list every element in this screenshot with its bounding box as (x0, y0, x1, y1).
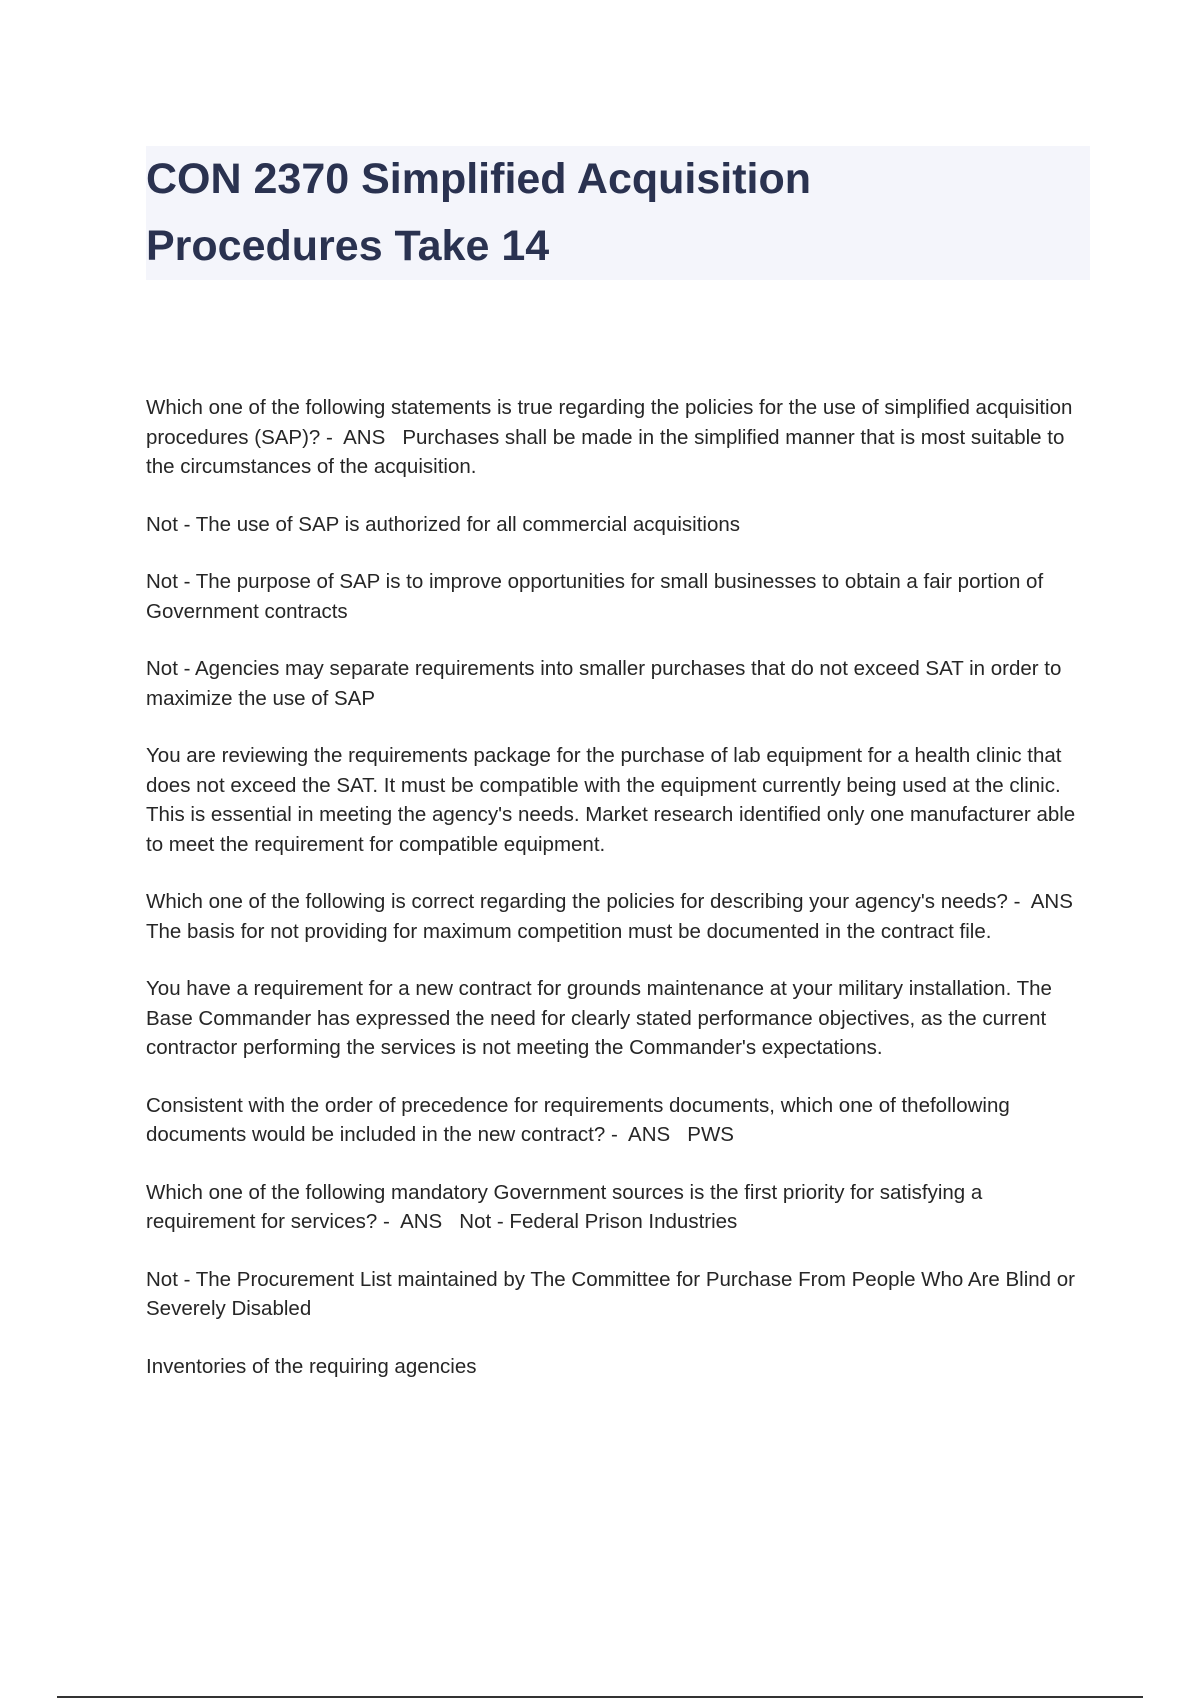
paragraph-4: Not - Agencies may separate requirements into smaller purchases that do not exceed SAT in order to maximize the use of SAP (146, 657, 1068, 710)
title-line-1: CON 2370 Simplified Acquisition (146, 155, 812, 203)
title-banner (146, 146, 1090, 280)
document-title (146, 146, 1090, 280)
paragraph-6: Which one of the following is correct regarding the policies for describing your agency's needs? - ANS The basis for not providing for maximum competition must be documented in the contract file. (146, 890, 1090, 943)
paragraph-3: Not - The purpose of SAP is to improve opportunities for small businesses to obtain a fair portion of Government contracts (146, 570, 1049, 623)
paragraph-2: Not - The use of SAP is authorized for all commercial acquisitions (146, 512, 741, 536)
title-line-2: Procedures Take 14 (146, 222, 550, 270)
paragraph-8: Consistent with the order of precedence for requirements documents, which one of thefollowing documents would be included in the new contract? - ANS PWS (146, 1093, 1016, 1146)
page-divider (57, 1696, 1143, 1698)
document-body (146, 393, 1092, 1409)
paragraph-7: You have a requirement for a new contract for grounds maintenance at your military installation. The Base Commander has expressed the need for clearly stated performance objectives, as the current contractor performing the services is not meeting the Commander's expectations. (146, 977, 1058, 1059)
paragraph-1: Which one of the following statements is true regarding the policies for the use of simplified acquisition procedures (SAP)? - ANS Purchases shall be made in the simplified manner that is most suitable to the circumstances of the acquisition. (146, 396, 1079, 478)
paragraph-10: Not - The Procurement List maintained by The Committee for Purchase From People Who Are Blind or Severely Disabled (146, 1267, 1081, 1320)
paragraph-9: Which one of the following mandatory Government sources is the first priority for satisfying a requirement for services? - ANS Not - Federal Prison Industries (146, 1180, 989, 1233)
paragraph-11: Inventories of the requiring agencies (146, 1354, 477, 1378)
paragraph-5: You are reviewing the requirements package for the purchase of lab equipment for a health clinic that does not exceed the SAT. It must be compatible with the equipment currently being used at the clinic. This is essential in meeting the agency's needs. Market research identified only one manufacturer able to meet the requirement for compatible equipment. (146, 744, 1081, 856)
